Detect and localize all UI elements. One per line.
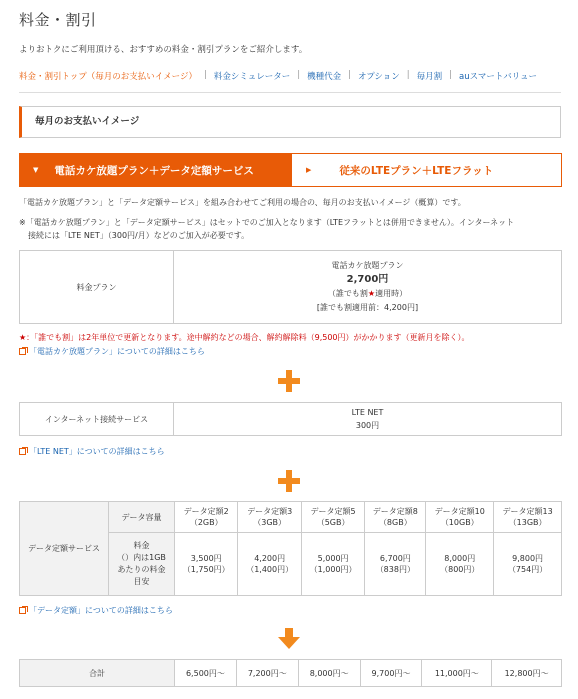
subnav-item-options[interactable]: オプション: [357, 72, 400, 82]
external-link-icon: [19, 448, 26, 455]
internet-service-price: 300円: [355, 421, 380, 430]
fee-per-gb: （1,750円）: [182, 565, 230, 574]
total-cell: 6,500円〜: [175, 660, 237, 687]
fee-cell: [365, 533, 426, 596]
footnote: [19, 331, 470, 344]
external-link-icon: [19, 348, 26, 355]
data-detail-link[interactable]: [19, 605, 173, 616]
discount-text: 適用時）: [375, 289, 408, 298]
fee-label-line: 料金: [133, 541, 150, 550]
combo-note: 「電話カケ放題プラン」と「データ定額サービス」を組み合わせてご利用の場合の、毎月のお支払いイメージ（概算）です。: [19, 198, 466, 207]
tab-lte-flat[interactable]: [291, 153, 562, 187]
fee-cell: [301, 533, 364, 596]
lte-detail-link[interactable]: [19, 446, 165, 457]
plan-detail-link[interactable]: [19, 346, 205, 357]
data-plan-cell: [238, 502, 301, 533]
external-link-icon: [19, 607, 26, 614]
link-text: 「データ定額」についての詳細はこちら: [29, 606, 173, 615]
total-cell: 11,000円〜: [422, 660, 492, 687]
sub-navigation: [19, 70, 537, 82]
subnav-separator: |: [297, 70, 301, 80]
data-plan-capacity: （5GB）: [316, 518, 350, 527]
data-plan-capacity: （13GB）: [508, 518, 547, 527]
plan-label-cell: 料金プラン: [20, 251, 174, 324]
data-plan-capacity: （8GB）: [378, 518, 412, 527]
subnav-item-simulator[interactable]: 料金シミュレーター: [213, 72, 291, 82]
fee-per-gb: （754円）: [507, 565, 548, 574]
fee-cell: [175, 533, 238, 596]
total-cell: 8,000円〜: [298, 660, 360, 687]
total-cell: 12,800円〜: [492, 660, 562, 687]
total-table: [19, 659, 562, 687]
arrow-down-icon: [278, 628, 300, 650]
internet-table: [19, 402, 562, 436]
fee-price: 8,000円: [444, 554, 476, 563]
required-note-1: ※「電話カケ放題プラン」と「データ定額サービス」はセットでのご加入となります（LTEフラットとは併用できません）。インターネット: [19, 218, 515, 227]
data-label-cell: データ定額サービス: [20, 502, 109, 596]
plan-value-cell: [174, 251, 562, 324]
data-plan-name: データ定額10: [434, 507, 485, 516]
link-text: 「LTE NET」についての詳細はこちら: [29, 447, 165, 456]
plan-price: 2,700円: [346, 274, 389, 285]
data-plan-name: データ定額2: [183, 507, 229, 516]
fee-label-line: 目安: [133, 577, 150, 586]
fee-label-line: あたりの料金: [117, 565, 166, 574]
data-plan-name: データ定額3: [247, 507, 293, 516]
internet-label-cell: インターネット接続サービス: [20, 403, 174, 436]
total-label-cell: 合計: [20, 660, 175, 687]
data-plan-cell: [175, 502, 238, 533]
plus-icon: [278, 370, 300, 392]
fee-per-gb: （838円）: [375, 565, 415, 574]
star-icon: ★: [19, 333, 27, 342]
footnote-text: ：「誰でも割」は2年単位で更新となります。途中解約などの場合、解約解除料（9,500円）がかかります（更新月を除く）。: [26, 333, 470, 342]
data-plan-cell: [301, 502, 364, 533]
subnav-item-device-price[interactable]: 機種代金: [307, 72, 342, 82]
fee-per-gb: （1,400円）: [246, 565, 294, 574]
fee-cell: [426, 533, 494, 596]
fee-price: 9,800円: [512, 554, 544, 563]
data-plan-cell: [426, 502, 494, 533]
fee-per-gb: （1,000円）: [309, 565, 357, 574]
fee-cell: [238, 533, 301, 596]
subnav-item-top[interactable]: 料金・割引トップ（毎月のお支払いイメージ）: [19, 72, 197, 82]
required-note-2: 接続には「LTE NET」（300円/月）などのご加入が必要です。: [28, 231, 250, 240]
data-table: [19, 501, 562, 596]
page-title: 料金・割引: [19, 11, 97, 29]
section-heading: 毎月のお支払いイメージ: [19, 106, 561, 138]
tab-label: 電話カケ放題プラン＋データ定額サービス: [54, 164, 254, 177]
total-cell: 9,700円〜: [360, 660, 422, 687]
fee-price: 5,000円: [317, 554, 349, 563]
plan-before-price: [誰でも割適用前：4,200円]: [316, 303, 419, 312]
data-plan-name: データ定額5: [310, 507, 356, 516]
tab-label: 従来のLTEプラン＋LTEフラット: [339, 164, 494, 177]
plan-name: 電話カケ放題プラン: [331, 261, 404, 270]
internet-service-name: LTE NET: [351, 408, 384, 417]
fee-cell: [494, 533, 562, 596]
triangle-right-icon: ▶: [306, 166, 312, 174]
tab-kakehodai-data[interactable]: [19, 153, 291, 187]
data-plan-capacity: （2GB）: [189, 518, 223, 527]
fee-price: 3,500円: [190, 554, 222, 563]
data-plan-name: データ定額13: [502, 507, 553, 516]
fee-price: 6,700円: [379, 554, 411, 563]
link-text: 「電話カケ放題プラン」についての詳細はこちら: [29, 347, 205, 356]
subnav-item-smart-value[interactable]: auスマートバリュー: [459, 72, 538, 82]
subnav-separator: |: [406, 70, 410, 80]
data-plan-name: データ定額8: [372, 507, 418, 516]
data-plan-capacity: （10GB）: [440, 518, 479, 527]
data-plan-cell: [365, 502, 426, 533]
internet-value-cell: [174, 403, 562, 436]
fee-label-cell: [109, 533, 175, 596]
data-plan-capacity: （3GB）: [253, 518, 287, 527]
discount-text: （誰でも割: [327, 289, 368, 298]
plan-table: [19, 250, 562, 324]
star-icon: ★: [367, 289, 376, 298]
fee-price: 4,200円: [254, 554, 286, 563]
triangle-down-icon: ▼: [33, 166, 39, 174]
subnav-separator: |: [204, 70, 207, 80]
fee-label-line: （）内は1GB: [117, 553, 166, 562]
subnav-item-monthly-discount[interactable]: 毎月割: [416, 72, 443, 82]
data-plan-cell: [494, 502, 562, 533]
plus-icon: [278, 470, 300, 492]
fee-per-gb: （800円）: [440, 565, 480, 574]
capacity-label-cell: データ容量: [109, 502, 175, 533]
subnav-separator: |: [449, 70, 452, 80]
subnav-separator: |: [348, 70, 351, 80]
divider: [19, 92, 561, 93]
page-intro: よりおトクにご利用頂ける、おすすめの料金・割引プランをご紹介します。: [19, 45, 308, 55]
plan-discount: [174, 287, 561, 301]
total-cell: 7,200円〜: [236, 660, 298, 687]
